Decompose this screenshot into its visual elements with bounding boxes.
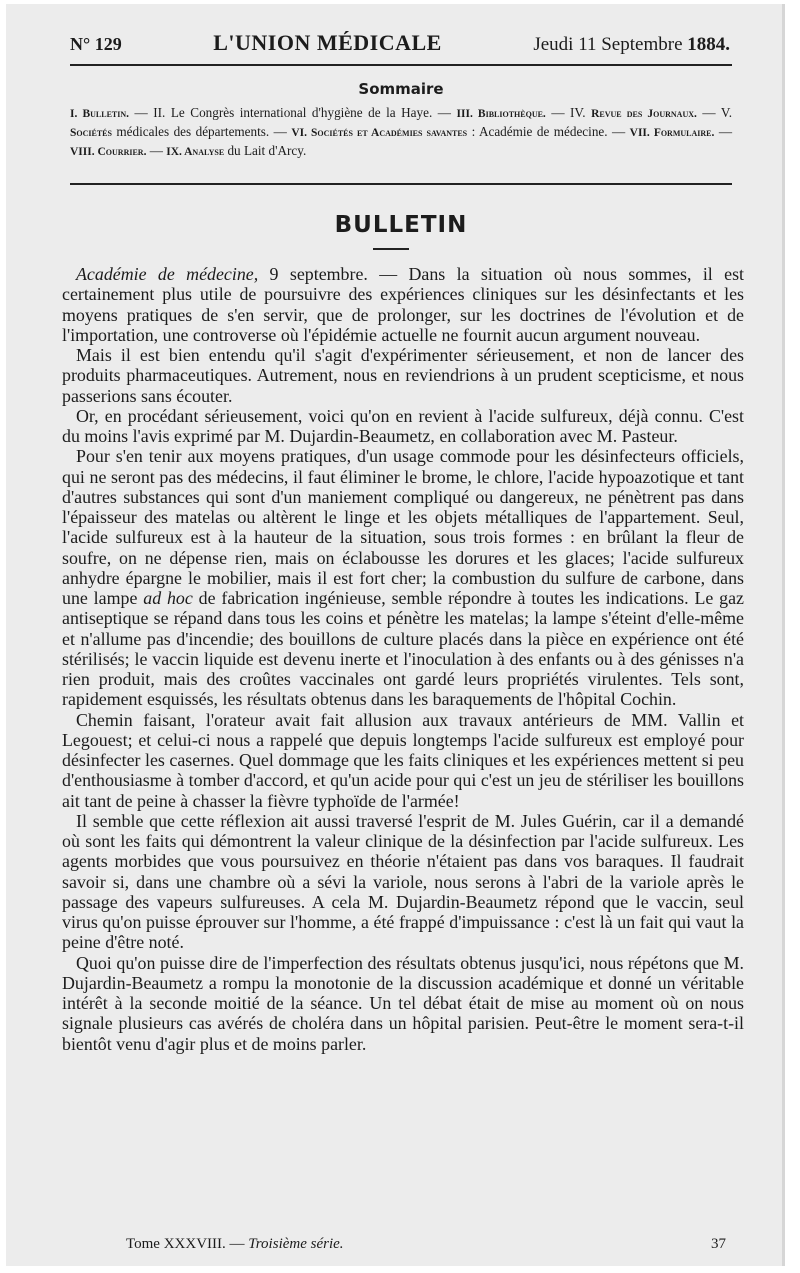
page-header <box>70 30 730 64</box>
bulletin-heading: BULLETIN <box>334 212 468 238</box>
footer-tome: Tome XXXVIII. — <box>126 1236 249 1252</box>
paragraph-4 <box>62 446 744 709</box>
paragraph-4-text-a: Pour s'en tenir aux moyens pratiques, d'un usage commode pour les désinfecteurs officiels, qui ne seront pas des médecins, il faut éliminer le brome, le chlore, l'acide hypoazotique et tant d'autres substances qui sont d'un maniement compliqué ou dangereux, ne pénètrent pas dans l'épaisseur des matelas ou altèrent le linge et les objets métalliques de l'appartement. Seul, l'acide sulfureux est à la hauteur de la situation, sous trois formes : en brûlant la fleur de soufre, on ne dépense rien, mais on éclabousse les dorures et les glaces; l'acide sulfureux anhydre épargne le mobilier, mais il est fort cher; la combustion du sulfure de carbone, dans une lampe <box>62 446 744 608</box>
issue-year: 1884. <box>687 34 730 55</box>
paragraph-4-text-b: de fabrication ingénieuse, semble répondre à toutes les indications. Le gaz antiseptique se répand dans tous les coins et pénètre les matelas; la lampe s'éteint d'elle-même et n'allume pas d'incendie; des bouillons de culture placés dans la pièce en expérience ont été stérilisés; le vaccin liquide est devenu inerte et l'inoculation à des enfants ou à des génisses n'a rien produit, mais des croûtes vaccinales ont gardé leurs propriétés virulentes. Tels sont, rapidement esquissés, les résultats obtenus dans les baraquements de l'hôpital Cochin. <box>62 588 744 710</box>
journal-title: L'UNION MÉDICALE <box>213 30 442 55</box>
issue-date-block <box>533 34 730 56</box>
paragraph-6: Il semble que cette réflexion ait aussi traversé l'esprit de M. Jules Guérin, car il a demandé où sont les faits qui démontrent la valeur clinique de la désinfection par l'acide sulfureux. Les agents morbides que vous poursuivez en théorie n'étaient pas dans vos baraques. Il faudrait savoir si, dans une chambre où a sévi la variole, nous serons à l'abri de la variole après le passage des vapeurs sulfureuses. A cela M. Dujardin-Beaumetz répond que le vaccin, seul virus qu'on puisse éprouver sur l'homme, a été frappé d'impuissance : c'est là un fait qui vaut la peine d'être noté. <box>62 810 744 953</box>
summary-item-formulaire: VII. Formulaire. <box>629 127 715 139</box>
summary-item-congres: — II. Le Congrès international d'hygiène de la Haye. — <box>129 105 457 120</box>
summary-item-departements: médicales des départements. — <box>111 124 292 139</box>
paragraph-1-lead: Académie de médecine, <box>76 264 259 284</box>
summary-sep: — V. <box>696 105 732 120</box>
summary-item-societes: Sociétés <box>70 127 112 139</box>
summary-rule <box>70 183 732 185</box>
summary-sep: — IV. <box>545 105 592 120</box>
heading-rule <box>373 248 409 250</box>
summary-item-analyse: IX. Analyse <box>166 146 225 158</box>
summary-sep: — <box>714 124 733 139</box>
bulletin-body <box>62 264 744 1054</box>
summary-title: Sommaire <box>358 80 444 98</box>
summary-sep: — <box>146 143 167 158</box>
issue-date: Jeudi 11 Septembre <box>533 34 683 55</box>
summary-item-academie-medecine: : Académie de médecine. — <box>467 124 630 139</box>
page-footer <box>70 1236 732 1253</box>
footer-series: Troisième série. <box>248 1236 344 1252</box>
paragraph-1-text: 9 septembre. — Dans la situation où nous sommes, il est certainement plus utile de poursuivre des expériences cliniques sur les désinfectants et les moyens pratiques de s'en servir, que de prolonger, sur les doctrines de l'évolution et de l'importation, une controverse où l'épidémie actuelle ne fournit aucun argument nouveau. <box>62 264 744 345</box>
summary-item-bulletin: I. Bulletin. <box>70 108 130 120</box>
summary-item-academies: VI. Sociétés et Académies savantes <box>291 127 468 139</box>
paragraph-3: Or, en procédant sérieusement, voici qu'on en revient à l'acide sulfureux, déjà connu. C'est du moins l'avis exprimé par M. Dujardin-Beaumetz, en collaboration avec M. Pasteur. <box>62 405 744 446</box>
summary-item-revue: Revue des Journaux. <box>591 108 697 120</box>
summary-text <box>70 104 732 161</box>
summary-item-bibliotheque: III. Bibliothèque. <box>456 108 546 120</box>
summary-item-lait: du Lait d'Arcy. <box>224 143 307 158</box>
paragraph-2: Mais il est bien entendu qu'il s'agit d'expérimenter sérieusement, et non de lancer des produits pharmaceutiques. Autrement, nous en reviendrions à un prudent scepticisme, et nous passerions sans écouter. <box>62 345 744 406</box>
issue-number: N° 129 <box>70 34 122 54</box>
paragraph-4-italic: ad hoc <box>143 588 193 608</box>
paragraph-5: Chemin faisant, l'orateur avait fait allusion aux travaux antérieurs de MM. Vallin et Legouest; et celui-ci nous a rappelé que depuis longtemps l'acide sulfureux est employé pour désinfecter les casernes. Quel dommage que les faits cliniques et les expériences mettent si peu d'enthousiasme à tomber d'accord, et qu'un acide pour qui c'est un jeu de stériliser les bouillons ait tant de peine à chasser la fièvre typhoïde de l'armée! <box>62 709 744 811</box>
summary-item-courrier: VIII. Courrier. <box>70 146 147 158</box>
paragraph-7: Quoi qu'on puisse dire de l'imperfection des résultats obtenus jusqu'ici, nous répétons que M. Dujardin-Beaumetz a rompu la monotonie de la discussion académique et donné un véritable intérêt à la seconde moitié de la séance. Un tel débat était de mise au moment où on nous signale plusieurs cas avérés de choléra dans un hôpital parisien. Peut-être le moment sera-t-il bientôt venu d'agir plus et de moins parler. <box>62 952 744 1054</box>
footer-volume <box>70 1236 344 1253</box>
header-rule <box>70 64 732 66</box>
page-number: 37 <box>711 1236 726 1252</box>
paragraph-1 <box>62 264 744 345</box>
